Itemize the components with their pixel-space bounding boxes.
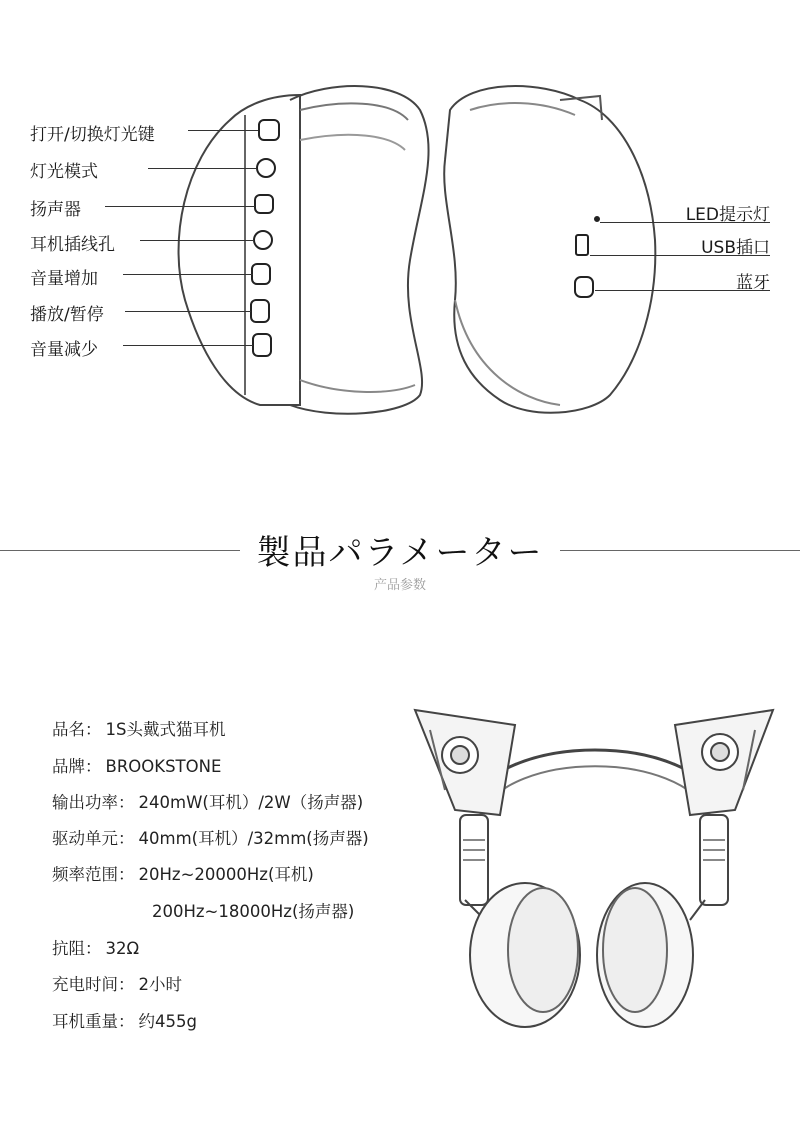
leader-line bbox=[188, 130, 258, 131]
label-volume-up: 音量增加 bbox=[30, 269, 98, 289]
label-audio-jack: 耳机插线孔 bbox=[30, 235, 115, 255]
leader-line bbox=[148, 168, 256, 169]
label-volume-down: 音量减少 bbox=[30, 340, 98, 360]
spec-value: 2小时 bbox=[138, 975, 182, 994]
label-light-mode: 灯光模式 bbox=[30, 162, 98, 182]
spec-label: 品牌： bbox=[52, 757, 102, 776]
leader-line bbox=[123, 345, 253, 346]
label-play-pause: 播放/暂停 bbox=[30, 305, 104, 325]
spec-value: 32Ω bbox=[105, 939, 140, 958]
spec-label: 品名： bbox=[52, 720, 102, 739]
spec-label: 输出功率： bbox=[52, 793, 135, 812]
label-light-toggle-key: 打开/切换灯光键 bbox=[30, 125, 155, 145]
spec-value: BROOKSTONE bbox=[105, 757, 222, 776]
leader-line bbox=[140, 240, 254, 241]
spec-row bbox=[52, 861, 314, 885]
section-subtitle: 产品参数 bbox=[373, 578, 426, 593]
spec-row bbox=[52, 935, 139, 959]
spec-row bbox=[52, 825, 369, 849]
spec-value: 40mm(耳机）/32mm(扬声器) bbox=[138, 829, 369, 848]
spec-label: 频率范围： bbox=[52, 865, 135, 884]
spec-label: 充电时间： bbox=[52, 975, 135, 994]
spec-value: 200Hz~18000Hz(扬声器) bbox=[152, 902, 355, 921]
spec-value: 240mW(耳机）/2W（扬声器) bbox=[138, 793, 364, 812]
spec-value: 1S头戴式猫耳机 bbox=[105, 720, 226, 739]
spec-label: 驱动单元： bbox=[52, 829, 135, 848]
leader-line bbox=[125, 311, 251, 312]
spec-value: 20Hz~20000Hz(耳机) bbox=[138, 865, 314, 884]
cat-ear-headphones-illustration bbox=[405, 700, 785, 1040]
spec-row bbox=[52, 1008, 197, 1032]
label-bluetooth: 蓝牙 bbox=[736, 273, 770, 293]
spec-row bbox=[52, 753, 221, 777]
leader-line bbox=[105, 206, 255, 207]
spec-row bbox=[52, 971, 182, 995]
leader-line bbox=[123, 274, 253, 275]
spec-value: 约455g bbox=[138, 1012, 197, 1031]
earcup-diagram bbox=[0, 0, 800, 440]
label-led-indicator: LED提示灯 bbox=[685, 205, 770, 225]
section-title: 製品パラメーター bbox=[256, 533, 544, 573]
spec-label: 耳机重量： bbox=[52, 1012, 135, 1031]
spec-row bbox=[52, 716, 225, 740]
spec-label: 抗阻： bbox=[52, 939, 102, 958]
label-usb-port: USB插口 bbox=[701, 238, 770, 258]
label-speaker: 扬声器 bbox=[30, 200, 81, 220]
spec-row bbox=[152, 898, 354, 922]
spec-row bbox=[52, 789, 363, 813]
